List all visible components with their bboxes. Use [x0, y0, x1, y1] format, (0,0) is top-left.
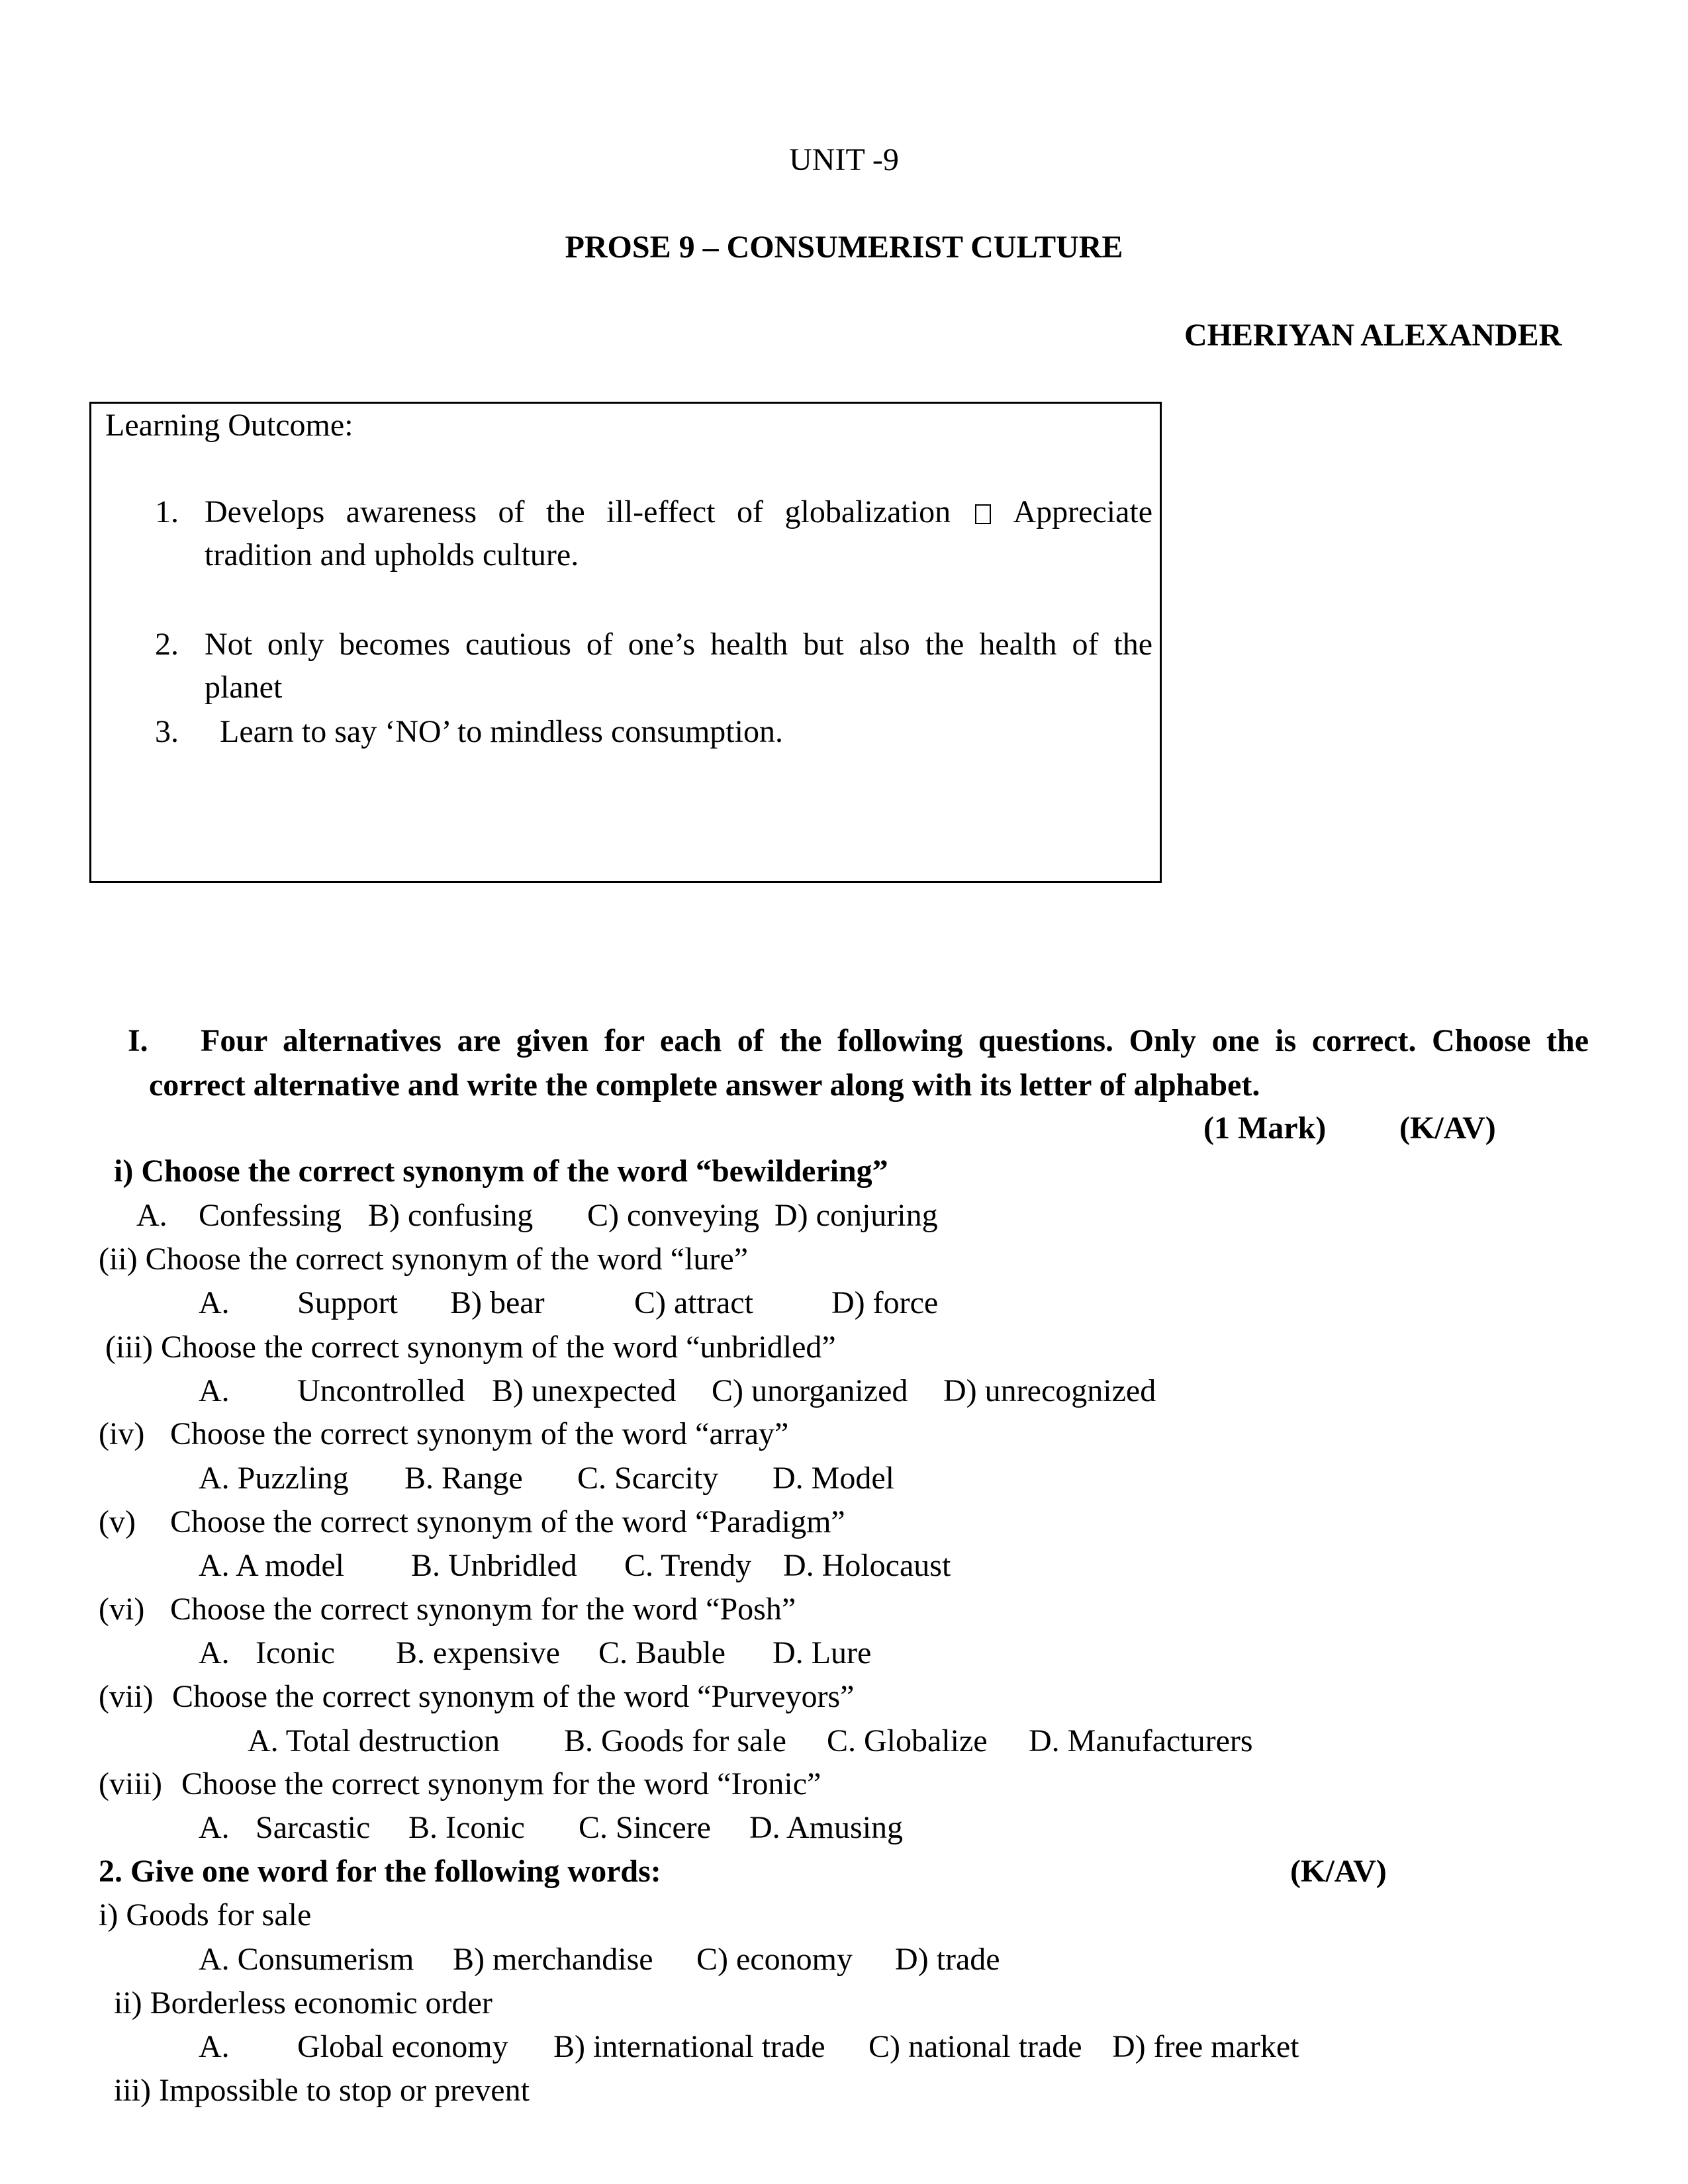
question-7-number: (vii)	[99, 1679, 154, 1714]
section-2-level: (K/AV)	[1290, 1854, 1387, 1889]
q7-option-d: D. Manufacturers	[1029, 1723, 1253, 1758]
q2-option-b: B) bear	[450, 1285, 545, 1320]
outcome-1-line2: tradition and upholds culture.	[205, 537, 579, 572]
outcome-2-line2: planet	[205, 670, 283, 705]
q6-option-d: D. Lure	[773, 1635, 872, 1670]
s2-i1-option-d: D) trade	[895, 1942, 1000, 1977]
q3-option-a: Uncontrolled	[297, 1373, 465, 1408]
q2-option-d: D) force	[831, 1285, 939, 1320]
question-1: i) Choose the correct synonym of the word “bewildering”	[114, 1154, 888, 1189]
page-title: PROSE 9 – CONSUMERIST CULTURE	[565, 230, 1123, 265]
q8-option-c: C. Sincere	[579, 1810, 711, 1845]
q1-option-b: B) confusing	[368, 1198, 534, 1233]
outcome-1-text-a: Develops awareness of the ill-effect of globalization	[205, 494, 951, 529]
author-name: CHERIYAN ALEXANDER	[1184, 318, 1562, 353]
outcome-1-text-b: Appreciate	[1013, 494, 1153, 529]
q5-option-c: C. Trendy	[624, 1548, 752, 1583]
q1-option-a-label: A.	[136, 1198, 167, 1233]
question-6-number: (vi)	[99, 1592, 145, 1627]
s2-i1-option-a: A. Consumerism	[199, 1942, 414, 1977]
section-1-instruction-line1: Four alternatives are given for each of the following questions. Only one is correct. Choose the	[201, 1023, 1589, 1058]
q1-option-d: D) conjuring	[774, 1198, 938, 1233]
q6-option-c: C. Bauble	[598, 1635, 726, 1670]
q2-option-a: Support	[297, 1285, 399, 1320]
question-6: Choose the correct synonym for the word “Posh”	[170, 1592, 796, 1627]
q3-option-d: D) unrecognized	[943, 1373, 1156, 1408]
question-3: (iii) Choose the correct synonym of the word “unbridled”	[105, 1330, 836, 1365]
q6-option-a: Iconic	[256, 1635, 335, 1670]
learning-outcome-heading: Learning Outcome:	[105, 408, 353, 443]
section-1-marks: (1 Mark)	[1203, 1111, 1327, 1146]
q3-option-a-label: A.	[199, 1373, 230, 1408]
q3-option-b: B) unexpected	[492, 1373, 677, 1408]
section-1-instruction-line2: correct alternative and write the complete answer along with its letter of alphabet.	[149, 1068, 1260, 1103]
question-7: Choose the correct synonym of the word “Purveyors”	[172, 1679, 855, 1714]
question-8: Choose the correct synonym for the word “Ironic”	[181, 1766, 821, 1801]
q6-option-a-label: A.	[199, 1635, 230, 1670]
q4-option-b: B. Range	[404, 1461, 523, 1496]
question-2: (ii) Choose the correct synonym of the word “lure”	[99, 1242, 749, 1277]
q2-option-a-label: A.	[199, 1285, 230, 1320]
section-2-item-3: iii) Impossible to stop or prevent	[114, 2073, 530, 2108]
question-8-number: (viii)	[99, 1766, 162, 1801]
question-5: Choose the correct synonym of the word “Paradigm”	[170, 1504, 845, 1539]
s2-i2-option-a: Global economy	[297, 2029, 508, 2064]
q4-option-c: C. Scarcity	[577, 1461, 719, 1496]
q1-option-c: C) conveying	[587, 1198, 759, 1233]
q3-option-c: C) unorganized	[712, 1373, 908, 1408]
outcome-3-number: 3.	[155, 714, 179, 749]
q8-option-a: Sarcastic	[256, 1810, 371, 1845]
s2-i1-option-b: B) merchandise	[453, 1942, 653, 1977]
s2-i2-option-d: D) free market	[1112, 2029, 1299, 2064]
s2-i2-option-c: C) national trade	[868, 2029, 1082, 2064]
q2-option-c: C) attract	[634, 1285, 753, 1320]
question-4: Choose the correct synonym of the word “array”	[170, 1416, 789, 1451]
section-1-level: (K/AV)	[1399, 1111, 1496, 1146]
q5-option-d: D. Holocaust	[783, 1548, 951, 1583]
question-4-number: (iv)	[99, 1416, 145, 1451]
q8-option-d: D. Amusing	[749, 1810, 904, 1845]
unit-label: UNIT -9	[789, 142, 899, 177]
section-2-item-1: i) Goods for sale	[99, 1897, 312, 1933]
s2-i1-option-c: C) economy	[696, 1942, 853, 1977]
outcome-2-number: 2.	[155, 627, 179, 662]
q4-option-d: D. Model	[773, 1461, 894, 1496]
s2-i2-option-a-label: A.	[199, 2029, 230, 2064]
q8-option-b: B. Iconic	[408, 1810, 525, 1845]
q7-option-b: B. Goods for sale	[564, 1723, 786, 1758]
q8-option-a-label: A.	[199, 1810, 230, 1845]
outcome-1-number: 1.	[155, 494, 179, 529]
outcome-2-line1: Not only becomes cautious of one’s health but also the health of the	[205, 627, 1152, 662]
q1-option-a: Confessing	[199, 1198, 342, 1233]
section-2-item-2: ii) Borderless economic order	[114, 1985, 492, 2021]
q7-option-c: C. Globalize	[827, 1723, 988, 1758]
outcome-1-line1	[205, 496, 1152, 528]
outcome-3-line1: Learn to say ‘NO’ to mindless consumption.	[220, 714, 783, 749]
q6-option-b: B. expensive	[396, 1635, 560, 1670]
q5-option-b: B. Unbridled	[411, 1548, 577, 1583]
q7-option-a: A. Total destruction	[248, 1723, 500, 1758]
s2-i2-option-b: B) international trade	[553, 2029, 825, 2064]
question-5-number: (v)	[99, 1504, 136, 1539]
section-1-number: I.	[128, 1023, 148, 1058]
missing-glyph-box	[975, 504, 991, 524]
q4-option-a: A. Puzzling	[199, 1461, 349, 1496]
q5-option-a: A. A model	[199, 1548, 345, 1583]
section-2-heading: 2. Give one word for the following words:	[99, 1854, 661, 1889]
